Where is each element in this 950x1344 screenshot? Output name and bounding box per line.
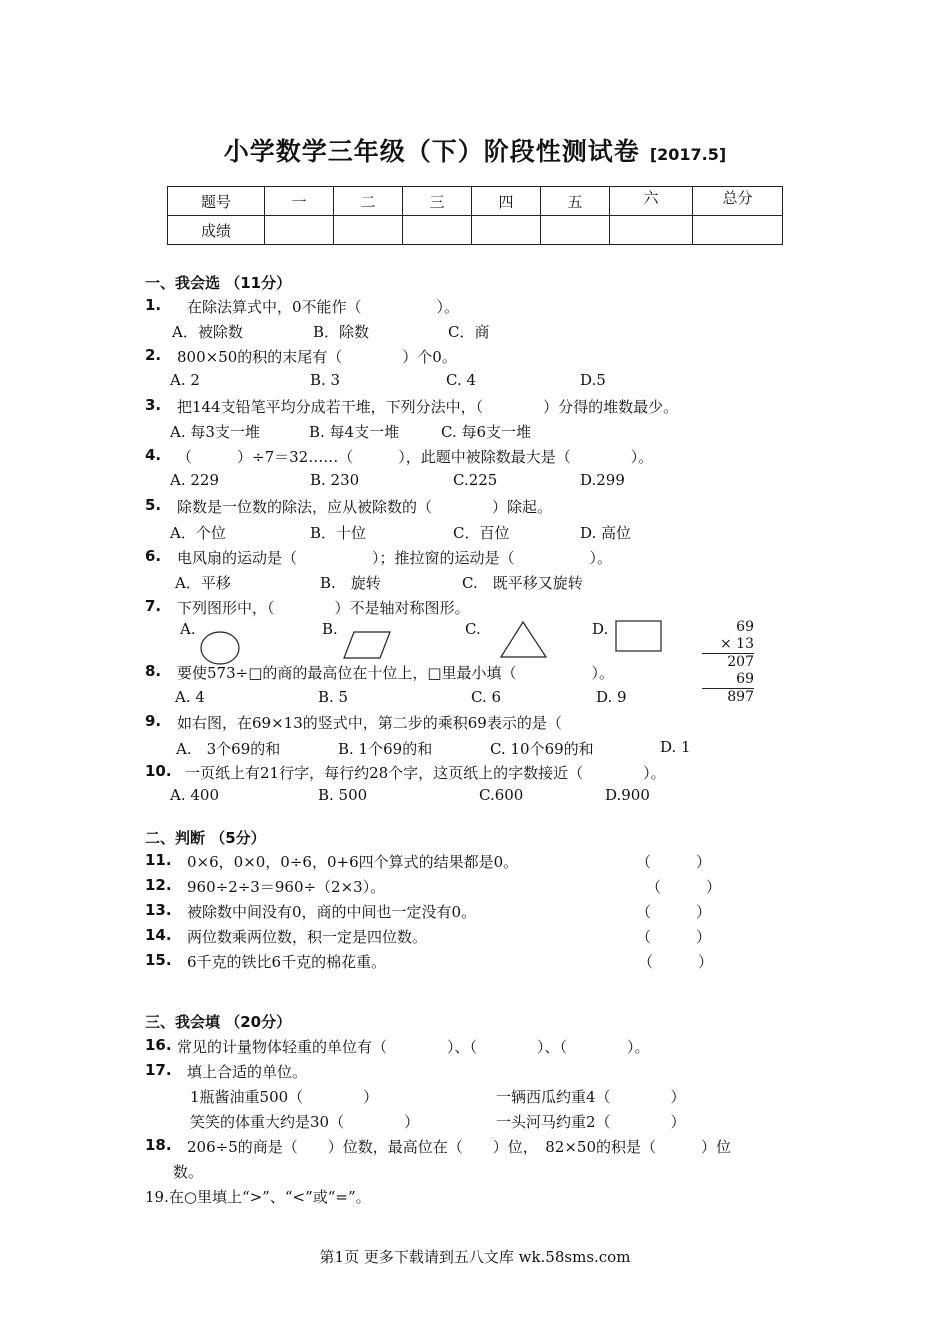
- table-cell: 一: [265, 187, 334, 216]
- score-cell[interactable]: [541, 216, 610, 245]
- question-number: 8.: [145, 662, 162, 680]
- option: A. 2: [170, 371, 200, 389]
- question-text: 要使573÷□的商的最高位在十位上，□里最小填（ ）。: [177, 664, 615, 682]
- question-number: 1.: [145, 296, 162, 314]
- answer-blank[interactable]: （ ）: [636, 928, 712, 946]
- question-text: 0×6，0×0，0÷6，0+6四个算式的结果都是0。: [187, 853, 519, 871]
- option: D.900: [605, 786, 650, 804]
- score-table-score-row: [168, 216, 783, 245]
- table-cell: 五: [541, 187, 610, 216]
- answer-blank[interactable]: （ ）: [638, 953, 714, 971]
- score-cell[interactable]: [265, 216, 334, 245]
- question-number: 16.: [145, 1036, 172, 1054]
- option: C. 6: [471, 688, 502, 706]
- option: C．商: [448, 323, 490, 341]
- table-cell: 四: [472, 187, 541, 216]
- question-number: 7.: [145, 597, 162, 615]
- calc-line: 69: [736, 671, 754, 687]
- page-title: 小学数学三年级（下）阶段性测试卷 [2017.5]: [223, 137, 727, 166]
- answer-blank[interactable]: （ ）: [636, 903, 712, 921]
- option: B. 旋转: [320, 574, 381, 592]
- option: C.: [465, 620, 481, 638]
- question-text: 19.在○里填上“>”、“<”或“=”。: [145, 1188, 371, 1206]
- option: C. 4: [446, 371, 477, 389]
- rectangle-shape-icon: [615, 620, 663, 654]
- option: B.: [322, 620, 338, 638]
- option: B. 500: [318, 786, 368, 804]
- option: D. 1: [660, 738, 691, 756]
- question-text-continued: 数。: [173, 1163, 204, 1181]
- option: B. 3: [310, 371, 341, 389]
- score-cell[interactable]: [472, 216, 541, 245]
- question-text: 6千克的铁比6千克的棉花重。: [187, 953, 387, 971]
- score-table: [167, 186, 783, 245]
- option: D.299: [580, 471, 625, 489]
- option: D.: [592, 620, 609, 638]
- question-text: （ ）÷7＝32……（ ），此题中被除数最大是（ ）。: [177, 448, 654, 466]
- option: A. 每3支一堆: [170, 423, 260, 441]
- option: A. 400: [170, 786, 219, 804]
- question-number: 10.: [145, 762, 172, 780]
- score-cell[interactable]: [403, 216, 472, 245]
- table-cell: 三: [403, 187, 472, 216]
- option: B．十位: [310, 524, 367, 542]
- table-cell: 二: [334, 187, 403, 216]
- section-heading: 一、我会选 （11分）: [145, 274, 292, 292]
- option: B．除数: [313, 323, 370, 341]
- option: A．个位: [170, 524, 226, 542]
- question-text: 填上合适的单位。: [187, 1063, 308, 1081]
- option: C.225: [453, 471, 498, 489]
- page-footer: 第1页 更多下载请到五八文库 wk.58sms.com: [319, 1248, 631, 1266]
- option: C. 既平移又旋转: [462, 574, 583, 592]
- option: C. 10个69的和: [490, 740, 594, 758]
- option: B. 230: [310, 471, 360, 489]
- option: A. 229: [170, 471, 219, 489]
- fill-item: 一辆西瓜约重4（ ）: [496, 1088, 686, 1106]
- question-text: 两位数乘两位数，积一定是四位数。: [187, 928, 428, 946]
- calc-line: × 13: [720, 636, 754, 652]
- table-cell: 六: [610, 187, 693, 216]
- option: C. 每6支一堆: [441, 423, 532, 441]
- question-text: 电风扇的运动是（ ）；推拉窗的运动是（ ）。: [177, 549, 613, 567]
- circle-shape-icon: [198, 630, 242, 666]
- option: B. 1个69的和: [338, 740, 433, 758]
- option: D. 高位: [580, 524, 632, 542]
- section-heading: 二、判断 （5分）: [145, 829, 266, 847]
- score-table-header-row: [168, 187, 783, 216]
- calc-line: 207: [702, 653, 754, 671]
- fill-item: 1瓶酱油重500（ ）: [190, 1088, 379, 1106]
- question-number: 2.: [145, 346, 162, 364]
- question-number: 17.: [145, 1061, 172, 1079]
- question-number: 4.: [145, 446, 162, 464]
- question-number: 3.: [145, 396, 162, 414]
- triangle-shape-icon: [499, 620, 549, 660]
- fill-item: 笑笑的体重大约是30（ ）: [190, 1113, 420, 1131]
- question-text: 一页纸上有21行字，每行约28个字，这页纸上的字数接近（ ）。: [185, 764, 666, 782]
- question-number: 6.: [145, 547, 162, 565]
- answer-blank[interactable]: （ ）: [646, 878, 722, 896]
- option: D. 9: [596, 688, 627, 706]
- option: C.600: [479, 786, 524, 804]
- section-heading: 三、我会填 （20分）: [145, 1013, 292, 1031]
- question-text: 960÷2÷3＝960÷（2×3）。: [187, 878, 386, 896]
- question-text: 206÷5的商是（ ）位数，最高位在（ ）位， 82×50的积是（ ）位: [187, 1138, 731, 1156]
- question-text: 被除数中间没有0，商的中间也一定没有0。: [187, 903, 477, 921]
- question-text: 下列图形中，（ ）不是轴对称图形。: [177, 599, 470, 617]
- table-cell: 题号: [168, 187, 265, 216]
- option: A．被除数: [172, 323, 243, 341]
- question-text: 除数是一位数的除法，应从被除数的（ ）除起。: [177, 498, 553, 516]
- question-text: 在除法算式中，0不能作（ ）。: [187, 298, 460, 316]
- fill-item: 一头河马约重2（ ）: [496, 1113, 686, 1131]
- score-cell[interactable]: [693, 216, 783, 245]
- title-date: [2017.5]: [649, 145, 727, 164]
- question-number: 14.: [145, 926, 172, 944]
- calc-line: 69: [736, 619, 754, 635]
- option: A.: [180, 620, 196, 638]
- question-text: 如右图，在69×13的竖式中，第二步的乘积69表示的是（: [177, 714, 562, 732]
- option: B. 5: [318, 688, 349, 706]
- question-text: 把144支铅笔平均分成若干堆，下列分法中，（ ）分得的堆数最少。: [177, 398, 679, 416]
- option: A. 3个69的和: [176, 740, 281, 758]
- question-number: 9.: [145, 712, 162, 730]
- option: A. 4: [175, 688, 205, 706]
- score-cell[interactable]: [334, 216, 403, 245]
- option: D.5: [580, 371, 606, 389]
- question-number: 11.: [145, 851, 172, 869]
- vertical-calculation: [702, 619, 754, 706]
- option: A．平移: [175, 574, 231, 592]
- calc-line: 897: [702, 688, 754, 706]
- table-cell: 成绩: [168, 216, 265, 245]
- question-number: 12.: [145, 876, 172, 894]
- question-text: 800×50的积的末尾有（ ）个0。: [177, 348, 457, 366]
- question-number: 15.: [145, 951, 172, 969]
- score-cell[interactable]: [610, 216, 693, 245]
- question-number: 13.: [145, 901, 172, 919]
- question-text: 常见的计量物体轻重的单位有（ ）、（ ）、（ ）。: [177, 1038, 650, 1056]
- option: C．百位: [453, 524, 510, 542]
- parallelogram-shape-icon: [342, 630, 392, 660]
- option: B. 每4支一堆: [309, 423, 400, 441]
- question-number: 18.: [145, 1136, 172, 1154]
- answer-blank[interactable]: （ ）: [636, 853, 712, 871]
- question-number: 5.: [145, 496, 162, 514]
- table-cell: 总分: [693, 187, 783, 216]
